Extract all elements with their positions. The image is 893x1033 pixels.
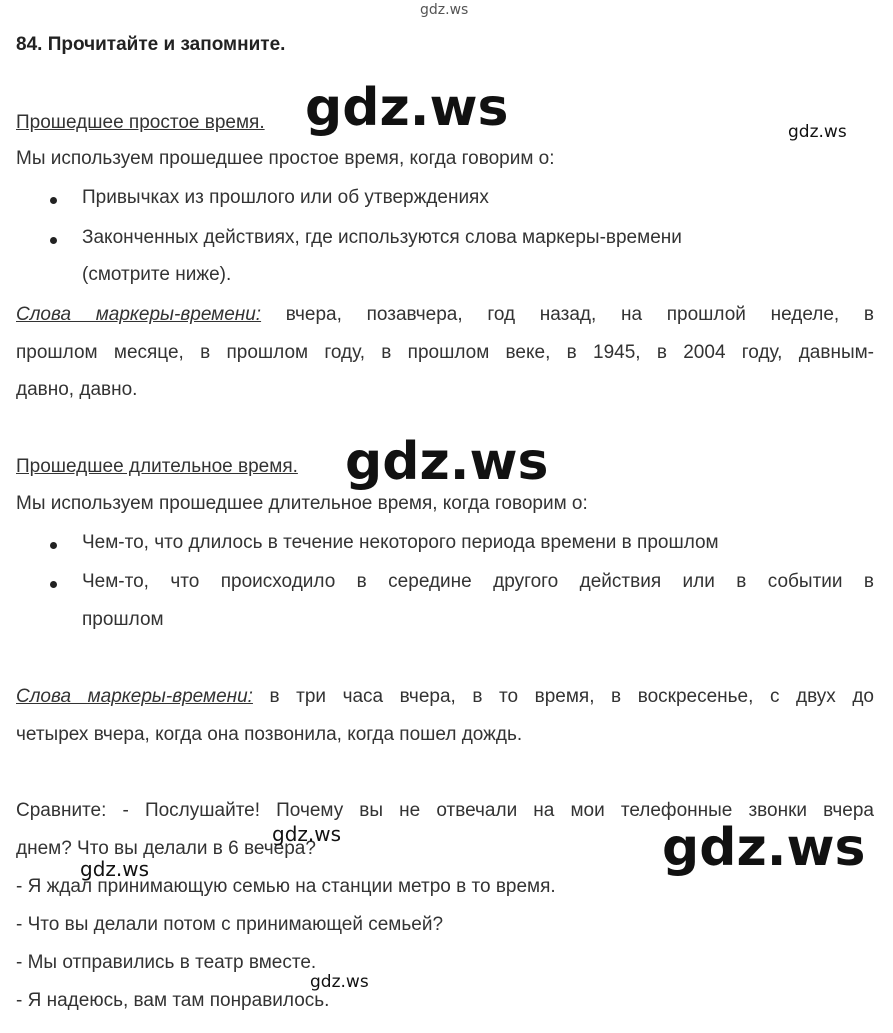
section1-markers-line3: давно, давно. — [16, 379, 138, 400]
section1-markers-line1 — [16, 304, 874, 326]
section2-markers-text: в три часа вчера, в то время, в воскресенье, с двух до — [252, 686, 874, 707]
compare-line-5: - Мы отправились в театр вместе. — [16, 952, 317, 973]
watermark-top: gdz.ws — [420, 2, 469, 18]
section1-bullet-2-cont: (смотрите ниже). — [82, 264, 232, 285]
section1-markers-label: Слова маркеры-времени: — [16, 304, 262, 325]
bullet-dot-icon — [50, 197, 57, 204]
section2-intro: Мы используем прошедшее длительное время, когда говорим о: — [16, 493, 588, 514]
watermark-small-bottom: gdz.ws — [310, 972, 369, 992]
section2-bullet-2: Чем-то, что происходило в середине другого действия или в событии в — [82, 571, 874, 592]
section2-markers-line1 — [16, 686, 874, 708]
watermark-big-3: gdz.ws — [662, 818, 866, 878]
compare-line-6: - Я надеюсь, вам там понравилось. — [16, 990, 330, 1011]
section2-bullet-2-cont: прошлом — [82, 609, 164, 630]
compare-line-3: - Я ждал принимающую семью на станции метро в то время. — [16, 876, 556, 897]
compare-line-4: - Что вы делали потом с принимающей семьей? — [16, 914, 444, 935]
watermark-small-left: gdz.ws — [80, 857, 150, 881]
bullet-dot-icon — [50, 237, 57, 244]
bullet-dot-icon — [50, 581, 57, 588]
section1-title: Прошедшее простое время. — [16, 112, 265, 133]
section2-markers-label: Слова маркеры-времени: — [16, 686, 253, 707]
exercise-heading: 84. Прочитайте и запомните. — [16, 34, 286, 55]
watermark-big-2: gdz.ws — [345, 432, 549, 492]
watermark-small-mid: gdz.ws — [272, 822, 342, 846]
watermark-small-right: gdz.ws — [788, 122, 847, 142]
section2-markers-line2: четырех вчера, когда она позвонила, когда пошел дождь. — [16, 724, 523, 745]
section1-markers-line2: прошлом месяце, в прошлом году, в прошлом веке, в 1945, в 2004 году, давным- — [16, 342, 874, 363]
watermark-big-1: gdz.ws — [305, 78, 509, 138]
section1-intro: Мы используем прошедшее простое время, когда говорим о: — [16, 148, 555, 169]
bullet-dot-icon — [50, 542, 57, 549]
compare-line-1: Сравните: - Послушайте! Почему вы не отвечали на мои телефонные звонки вчера — [16, 800, 874, 821]
compare-line-2: днем? Что вы делали в 6 вечера? — [16, 838, 316, 859]
section2-title: Прошедшее длительное время. — [16, 456, 298, 477]
section1-bullet-2: Законченных действиях, где используются слова маркеры-времени — [82, 227, 682, 248]
section1-bullet-1: Привычках из прошлого или об утверждениях — [82, 187, 489, 208]
section1-markers-text: вчера, позавчера, год назад, на прошлой неделе, в — [261, 304, 874, 325]
section2-bullet-1: Чем-то, что длилось в течение некоторого периода времени в прошлом — [82, 532, 719, 553]
